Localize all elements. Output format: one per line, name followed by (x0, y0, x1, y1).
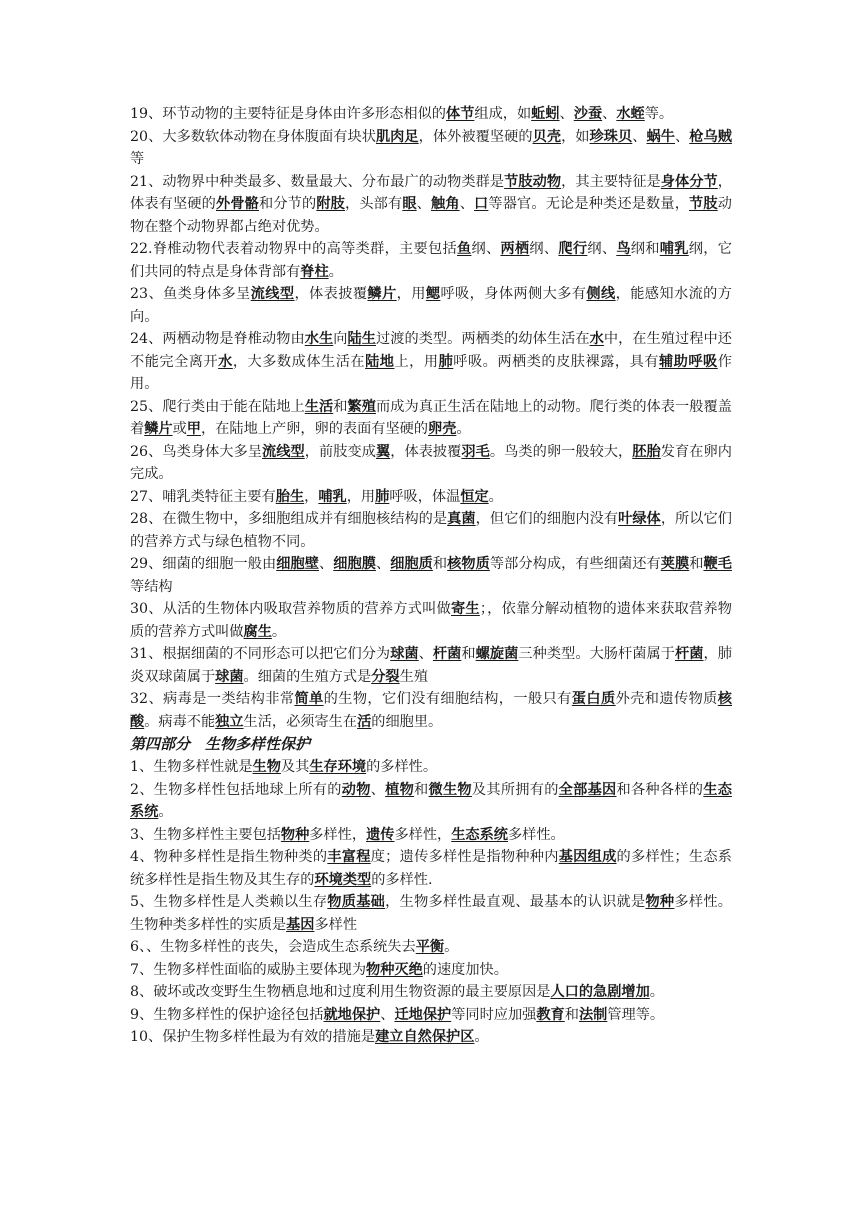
question-text: 及其 (280, 759, 310, 775)
answer-blank: 鸟 (616, 241, 631, 257)
question-text: 31、根据细菌的不同形态可以把它们分为 (130, 646, 391, 662)
answer-blank: 沙蚕 (573, 106, 603, 122)
question-text: 6、、生物多样性的丧失，会造成生态系统失去 (130, 939, 416, 955)
answer-blank: 迁地保护 (394, 1006, 452, 1023)
answer-blank: 爬行 (558, 241, 588, 257)
answer-blank: 鱼 (456, 241, 472, 257)
question-text: 的生物，它们没有细胞结构，一般只有 (323, 691, 572, 707)
question-text: 纲、 (471, 241, 501, 257)
question-text: 和 (333, 398, 348, 415)
question-text: ，前肢变成 (304, 443, 376, 460)
question-item (130, 441, 732, 486)
question-text: 8、破坏或改变野生生物栖息地和过度利用生物资源的最主要原因是 (130, 984, 551, 1000)
question-text: ，用 (396, 286, 426, 302)
question-text: 。 (649, 984, 664, 1000)
question-text: 。 (271, 623, 287, 640)
question-text: ，体表披覆 (390, 443, 462, 460)
question-item (130, 891, 732, 936)
question-text: ，头部有 (345, 196, 403, 212)
answer-blank: 生活 (304, 398, 334, 415)
answer-blank: 生存环境 (309, 759, 367, 775)
answer-blank: 植物 (385, 781, 415, 798)
answer-blank: 核物质 (447, 556, 490, 572)
answer-blank: 水生 (304, 331, 334, 347)
question-text: 2、生物多样性包括地球上所有的 (130, 781, 342, 798)
answer-blank: 丰富程 (327, 849, 371, 865)
answer-blank: 物种 (645, 894, 675, 910)
question-text: ，如 (561, 128, 590, 145)
question-item (130, 936, 732, 959)
question-text: 多样性。 (507, 826, 565, 843)
part4-questions (130, 756, 732, 1049)
answer-blank: 陆生 (347, 331, 376, 347)
answer-blank: 教育 (536, 1006, 565, 1023)
question-text: 纲、 (529, 241, 559, 257)
answer-blank: 眼 (402, 196, 417, 212)
question-text: 作用。 (130, 353, 732, 392)
answer-blank: 鞭毛 (703, 556, 732, 572)
question-text: 和各种各样的 (616, 781, 704, 798)
answer-blank: 蛋白质 (571, 691, 616, 707)
answer-blank: 腐生 (243, 623, 272, 640)
question-item (130, 756, 732, 779)
question-text: 的速度加快。 (422, 961, 508, 978)
question-text: 29、细菌的细胞一般由 (130, 556, 277, 572)
question-text: 20、大多数软体动物在身体腹面有块状 (130, 128, 376, 145)
question-text: 等器官。无论是种类还是数量， (488, 196, 690, 212)
answer-blank: 法制 (578, 1006, 608, 1023)
answer-blank: 环境类型 (314, 871, 372, 888)
question-text: 纲、 (587, 241, 617, 257)
question-text: 4、物种多样性是指生物种类的 (130, 849, 328, 865)
question-item (130, 283, 732, 328)
answer-blank: 陆地 (365, 353, 395, 370)
question-text: ；，依靠分解动植物的遗体来获取营养物质的营养方式叫做 (130, 601, 732, 640)
answer-blank: 繁殖 (347, 398, 376, 415)
answer-blank: 蚯蚓 (531, 106, 560, 122)
question-text: ，其主要特征是 (561, 173, 661, 190)
question-text: 25、爬行类由于能在陆地上 (130, 398, 305, 415)
question-text: 动物在整个动物界都占绝对优势。 (130, 196, 732, 235)
question-text: 度；遗传多样性是指物种种内 (370, 849, 559, 865)
question-item (130, 598, 732, 643)
question-text: 而成为真正生活在陆地上的动物。爬行类的体表一般覆盖着 (130, 398, 732, 437)
question-item (130, 824, 732, 847)
answer-blank: 分裂 (371, 668, 400, 685)
question-text: 发育在卵内完成。 (130, 443, 732, 482)
answer-blank: 微生物 (428, 781, 472, 798)
question-text: 或 (172, 421, 187, 437)
question-text: ，生物多样性最直观、最基本的认识就是 (385, 894, 646, 910)
answer-blank: 就地保护 (323, 1006, 381, 1023)
question-text: 、 (318, 556, 334, 572)
question-item (130, 171, 732, 239)
question-text: ，体外被覆坚硬的 (418, 128, 533, 145)
answer-blank: 肺 (375, 488, 390, 505)
answer-blank: 荚膜 (660, 556, 690, 572)
question-text: 等结构 (130, 578, 173, 595)
question-item (130, 688, 732, 733)
question-text: ，但它们的细胞内没有 (475, 511, 619, 527)
question-text: 、 (380, 1006, 395, 1023)
question-text: ，体表披覆 (294, 286, 368, 302)
answer-blank: 人口的急剧增加 (550, 984, 650, 1000)
question-item (130, 103, 732, 126)
answer-blank: 节肢 (689, 196, 718, 212)
answer-blank: 叶绿体 (618, 511, 661, 527)
question-text: 30、从活的生物体内吸取营养物质的营养方式叫做 (130, 601, 451, 617)
question-item (130, 1026, 732, 1049)
question-text: 3、生物多样性主要包括 (130, 826, 281, 843)
question-text: 及其所拥有的 (471, 781, 559, 798)
question-text: 26、鸟类身体大多呈 (130, 443, 263, 460)
question-text: 等部分构成，有些细菌还有 (489, 556, 661, 572)
question-text: 5、生物多样性是人类赖以生存 (130, 894, 328, 910)
question-text: 组成，如 (474, 106, 532, 122)
question-text: 、 (416, 196, 432, 212)
question-text: 等 (130, 151, 145, 167)
question-text: 呼吸。两栖类的皮肤裸露，具有 (453, 353, 659, 370)
question-text: 多样性 (314, 916, 358, 933)
question-text: 等。 (644, 106, 674, 122)
question-text: 生殖 (399, 668, 429, 685)
answer-blank: 螺旋菌 (475, 646, 519, 662)
answer-blank: 动物 (341, 781, 371, 798)
question-text: 。病毒不能 (144, 713, 216, 730)
answer-blank: 细胞膜 (333, 556, 376, 572)
question-item (130, 846, 732, 891)
answer-blank: 建立自然保护区 (375, 1029, 475, 1045)
question-text: 上，用 (394, 353, 439, 370)
answer-blank: 简单 (294, 691, 324, 707)
question-text: 7、生物多样性面临的威胁主要体现为 (130, 961, 367, 978)
question-text: 。 (158, 804, 173, 820)
answer-blank: 附肢 (316, 196, 345, 212)
question-item (130, 643, 732, 688)
question-text: 的多样性. (371, 871, 433, 888)
question-text: 。细菌的生殖方式是 (243, 668, 372, 685)
answer-blank: 物种灭绝 (366, 961, 423, 978)
answer-blank: 物种 (280, 826, 310, 843)
question-text: 和 (461, 646, 476, 662)
answer-blank: 水 (589, 331, 604, 347)
answer-blank: 恒定 (460, 488, 489, 505)
question-text: 纲和 (630, 241, 660, 257)
answer-blank: 基因组成 (558, 849, 617, 865)
question-text: 、 (459, 196, 475, 212)
question-text: 管理等。 (607, 1006, 665, 1023)
question-text: 三种类型。大肠杆菌属于 (518, 646, 676, 662)
answer-blank: 水 (218, 353, 233, 370)
answer-blank: 鳞片 (367, 286, 397, 302)
question-text: 的细胞里。 (371, 713, 443, 730)
question-text: 24、两栖动物是脊椎动物由 (130, 331, 305, 347)
answer-blank: 体节 (446, 106, 475, 122)
question-text: ，在陆地上产卵，卵的表面有坚硬的 (201, 421, 429, 437)
question-text: 多样性， (394, 826, 452, 843)
question-text: ，能感知水流的方向。 (130, 286, 732, 325)
answer-blank: 物质基础 (327, 894, 386, 910)
question-item (130, 779, 732, 824)
question-text: 。 (328, 263, 343, 280)
question-text: 、 (602, 106, 617, 122)
question-text: 过渡的类型。两栖类的幼体生活在 (375, 331, 590, 347)
question-text: 。 (456, 421, 471, 437)
question-text: 和分节的 (259, 196, 317, 212)
document-content (130, 103, 732, 1049)
answer-blank: 珍珠贝 (589, 128, 633, 145)
question-text: 中，在生殖过程中还不能完全离开 (130, 331, 732, 370)
question-text: 多样性， (309, 826, 367, 843)
answer-blank: 基因 (286, 916, 315, 933)
answer-blank: 活 (357, 713, 372, 730)
question-item (130, 1004, 732, 1027)
question-text: 。 (488, 488, 503, 505)
question-text: 10、保护生物多样性最为有效的措施是 (130, 1029, 376, 1045)
answer-blank: 甲 (186, 421, 201, 437)
answer-blank: 节肢动物 (504, 173, 562, 190)
question-text: 。鸟类的卵一般较大， (489, 443, 633, 460)
question-text: ， (304, 488, 319, 505)
answer-blank: 哺乳 (659, 241, 689, 257)
answer-blank: 触角 (431, 196, 460, 212)
answer-blank: 球菌 (215, 668, 244, 685)
answer-blank: 翼 (375, 443, 391, 460)
question-text: 、 (375, 556, 391, 572)
question-text: 呼吸，体温 (389, 488, 461, 505)
question-item (130, 959, 732, 982)
question-item (130, 486, 732, 509)
answer-blank: 哺乳 (318, 488, 347, 505)
question-text: 1、生物多样性就是 (130, 759, 253, 775)
answer-blank: 水蛭 (616, 106, 645, 122)
answer-blank: 肌肉足 (375, 128, 419, 145)
question-text: ，大多数成体生活在 (232, 353, 366, 370)
question-text: 等同时应加强 (451, 1006, 537, 1023)
question-text: 呼吸，身体两侧大多有 (440, 286, 587, 302)
answer-blank: 杆菌 (432, 646, 462, 662)
question-text: 32、病毒是一类结构非常 (130, 691, 295, 707)
question-text: ，体表有坚硬的 (130, 173, 732, 212)
answer-blank: 两栖 (500, 241, 530, 257)
answer-blank: 身体分节 (660, 173, 718, 190)
answer-blank: 肺 (438, 353, 454, 370)
question-text: 。 (474, 1029, 489, 1045)
question-text: 、 (675, 128, 690, 145)
answer-blank: 羽毛 (461, 443, 490, 460)
answer-blank: 真菌 (447, 511, 476, 527)
question-item (130, 238, 732, 283)
question-text: 纲，它们共同的特点是身体背部有 (130, 241, 732, 280)
question-text: 的多样性。 (366, 759, 438, 775)
question-text: 生活，必须寄生在 (243, 713, 358, 730)
answer-blank: 枪乌贼 (689, 128, 732, 145)
question-text: 19、环节动物的主要特征是身体由许多形态相似的 (130, 106, 446, 122)
question-text: 向 (333, 331, 348, 347)
answer-blank: 全部基因 (558, 781, 617, 798)
question-text: 28、在微生物中，多细胞组成并有细胞核结构的是 (130, 511, 448, 527)
answer-blank: 独立 (215, 713, 244, 730)
question-text: ，用 (346, 488, 376, 505)
question-item (130, 396, 732, 441)
question-text: 和 (689, 556, 704, 572)
question-text: 和 (432, 556, 448, 572)
question-text: 23、鱼类身体多呈 (130, 286, 251, 302)
answer-blank: 生态系统 (130, 781, 732, 820)
answer-blank: 贝壳 (532, 128, 562, 145)
answer-blank: 球菌 (390, 646, 419, 662)
question-text: 21、动物界中种类最多、数量最大、分布最广的动物类群是 (130, 173, 505, 190)
answer-blank: 核酸 (130, 691, 732, 730)
question-text: 、 (632, 128, 647, 145)
answer-blank: 胚胎 (632, 443, 661, 460)
question-item (130, 328, 732, 396)
answer-blank: 流线型 (262, 443, 305, 460)
answer-blank: 寄生 (451, 601, 480, 617)
question-item (130, 981, 732, 1004)
question-text: 的多样性；生态系统多样性是指生物及其生存的 (130, 849, 732, 888)
part3-questions (130, 103, 732, 733)
question-item (130, 553, 732, 598)
answer-blank: 脊柱 (300, 263, 329, 280)
answer-blank: 鳞片 (144, 421, 173, 437)
question-text: 。 (444, 939, 459, 955)
answer-blank: 生物 (252, 759, 281, 775)
question-item (130, 126, 732, 171)
question-text: 外壳和遗传物质 (615, 691, 718, 707)
answer-blank: 细胞壁 (276, 556, 319, 572)
answer-blank: 卵壳 (428, 421, 457, 437)
question-text: 22.脊椎动物代表着动物界中的高等类群，主要包括 (130, 241, 457, 257)
section-title: 第四部分 生物多样性保护 (130, 735, 311, 753)
question-text: ，肺炎双球菌属于 (130, 646, 732, 685)
answer-blank: 平衡 (415, 939, 445, 955)
question-text: 9、生物多样性的保护途径包括 (130, 1006, 324, 1023)
question-text: 多样性。生物种类多样性的实质是 (130, 894, 732, 933)
question-item (130, 508, 732, 553)
answer-blank: 辅助呼吸 (658, 353, 718, 370)
answer-blank: 细胞质 (390, 556, 433, 572)
answer-blank: 遗传 (366, 826, 395, 843)
answer-blank: 蜗牛 (646, 128, 675, 145)
question-text: 、 (370, 781, 386, 798)
answer-blank: 胎生 (275, 488, 305, 505)
answer-blank: 鳃 (425, 286, 441, 302)
answer-blank: 生态系统 (451, 826, 508, 843)
answer-blank: 流线型 (250, 286, 295, 302)
question-text: 和 (414, 781, 429, 798)
answer-blank: 侧线 (586, 286, 616, 302)
answer-blank: 口 (474, 196, 489, 212)
question-text: 和 (564, 1006, 579, 1023)
question-text: ，所以它们的营养方式与绿色植物不同。 (130, 511, 732, 550)
answer-blank: 外骨骼 (216, 196, 259, 212)
question-text: 、 (559, 106, 574, 122)
answer-blank: 杆菌 (675, 646, 704, 662)
question-text: 27、哺乳类特征主要有 (130, 488, 276, 505)
question-text: 、 (418, 646, 433, 662)
